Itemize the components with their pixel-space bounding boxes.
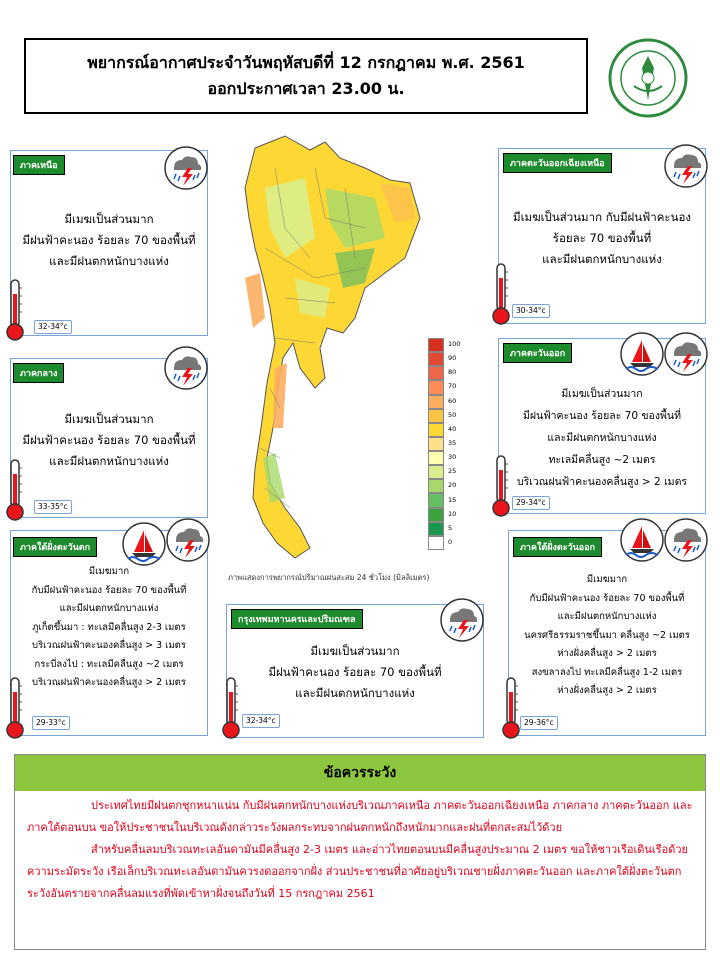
scale-tick-label: 80 [448,368,457,377]
bangkok-forecast-text: มีเมฆเป็นส่วนมาก มีฝนฟ้าคะนอง ร้อยละ 70 ของพื้นที่ และมีฝนตกหนักบางแห่ง [268,644,442,700]
scale-swatch [428,409,444,423]
scale-tick-label: 15 [448,495,457,504]
thunderstorm-icon [440,598,484,642]
scale-swatch [428,465,444,479]
region-label-south-east: ภาคใต้ฝั่งตะวันออก [513,537,602,557]
scale-tick-label: 90 [448,354,457,363]
temp-range-south-east: 29-36°c [520,716,558,730]
south-west-forecast-text: มีเมฆมาก กับมีฝนฟ้าคะนอง ร้อยละ 70 ของพื้นที่ และมีฝนตกหนักบางแห่ง ภูเก็ตขึ้นมา : ทะเลมีคลื่นสูง 2-3 เมตร บริเวณฝนฟ้าคะนองคลื่นสูง > 3 เมตร กระบี่ลงไป : ทะเลมีคลื่นสูง ~2 เมตร บริเวณฝนฟ้าคะนองคลื่นสูง > 2 เมตร [31,566,187,688]
scale-swatch [428,522,444,536]
scale-swatch [428,338,444,352]
scale-swatch [428,380,444,394]
thunderstorm-icon [664,144,708,188]
scale-swatch [428,423,444,437]
map-caption: ภาพแสดงการพยากรณ์ปริมาณฝนสะสม 24 ชั่วโมง (มิลลิเมตร) [228,573,430,582]
central-forecast-text: มีเมฆเป็นส่วนมาก มีฝนฟ้าคะนอง ร้อยละ 70 ของพื้นที่ และมีฝนตกหนักบางแห่ง [22,412,196,468]
thermometer-icon [220,676,242,740]
scale-swatch [428,493,444,507]
forecast-title: พยากรณ์อากาศประจำวันพฤหัสบดีที่ 12 กรกฎาคม พ.ศ. 2561 [87,53,525,72]
region-label-northeast: ภาคตะวันออกเฉียงเหนือ [503,153,612,173]
thunderstorm-icon [664,332,708,376]
scale-tick-label: 20 [448,481,457,490]
scale-tick-label: 100 [448,340,461,349]
region-label-bangkok: กรุงเทพมหานครและปริมณฑล [231,609,363,629]
scale-tick-label: 5 [448,523,453,532]
thermometer-icon [4,676,26,740]
boat-wave-icon [122,522,166,566]
rainfall-color-scale [428,338,444,550]
region-label-south-west: ภาคใต้ฝั่งตะวันตก [13,537,97,557]
thunderstorm-icon [166,518,210,562]
scale-swatch [428,508,444,522]
tmd-logo [608,38,688,118]
warning-body [27,795,693,905]
scale-tick-label: 25 [448,467,457,476]
temp-range-south-west: 29-33°c [32,716,70,730]
temp-range-east: 29-34°c [512,496,550,510]
scale-tick-label: 10 [448,509,457,518]
scale-tick-label: 50 [448,410,457,419]
north-forecast-text: มีเมฆเป็นส่วนมาก มีฝนฟ้าคะนอง ร้อยละ 70 ของพื้นที่ และมีฝนตกหนักบางแห่ง [22,212,196,268]
warning-section [14,754,706,950]
temp-range-north: 32-34°c [34,320,72,334]
scale-tick-label: 30 [448,453,457,462]
scale-tick-label: 40 [448,424,457,433]
region-label-east: ภาคตะวันออก [503,343,572,363]
thermometer-icon [490,262,512,326]
scale-tick-label: 70 [448,382,457,391]
scale-swatch [428,536,444,550]
region-label-north: ภาคเหนือ [13,155,65,175]
thunderstorm-icon [664,518,708,562]
scale-swatch [428,451,444,465]
scale-swatch [428,437,444,451]
south-east-forecast-text: มีเมฆมาก กับมีฝนฟ้าคะนอง ร้อยละ 70 ของพื้นที่ และมีฝนตกหนักบางแห่ง นครศรีธรรมราชขึ้นมา คลื่นสูง ~2 เมตร ห่างฝั่งคลื่นสูง > 2 เมตร สงขลาลงไป ทะเลมีคลื่นสูง 1-2 เมตร ห่างฝั่งคลื่นสูง > 2 เมตร [524,574,690,696]
thermometer-icon [4,278,26,342]
temp-range-bangkok: 32-34°c [242,714,280,728]
thunderstorm-icon [164,146,208,190]
thermometer-icon [490,454,512,518]
thermometer-icon [500,676,522,740]
thailand-rainfall-map [215,128,425,568]
scale-swatch [428,352,444,366]
warning-title: ข้อควรระวัง [15,755,705,791]
warning-paragraph-waves: สำหรับคลื่นลมบริเวณทะเลอันดามันมีคลื่นสูง 2-3 เมตร และอ่าวไทยตอนบนมีคลื่นสูงประมาณ 2 เมตร ขอให้ชาวเรือเดินเรือด้วยความระมัดระวัง เรือเล็กบริเวณทะเลอันดามันควรงดออกจากฝั่ง ส่วนประชาชนที่อาศัยอยู่บริเวณชายฝั่งภาคตะวันออก และภาคใต้ฝั่งตะวันตก ระวังอันตรายจากคลื่นลมแรงที่พัดเข้าหาฝั่งจนถึงวันที่ 15 กรกฎาคม 2561 [27,843,688,900]
warning-paragraph-rain: ประเทศไทยมีฝนตกชุกหนาแน่น กับมีฝนตกหนักบางแห่งบริเวณภาคเหนือ ภาคตะวันออกเฉียงเหนือ ภาคกลาง ภาคตะวันออก และภาคใต้ตอนบน ขอให้ประชาชนในบริเวณดังกล่าวระวังผลกระทบจากฝนตกหนักถึงหนักมากและฝนที่ตกสะสมไว้ด้วย [27,799,693,834]
thermometer-icon [4,458,26,522]
temp-range-northeast: 30-34°c [512,304,550,318]
scale-swatch [428,479,444,493]
northeast-forecast-text: มีเมฆเป็นส่วนมาก กับมีฝนฟ้าคะนอง ร้อยละ 70 ของพื้นที่ และมีฝนตกหนักบางแห่ง [512,210,691,266]
scale-tick-label: 0 [448,537,453,546]
issue-time: ออกประกาศเวลา 23.00 น. [207,79,405,98]
thunderstorm-icon [164,346,208,390]
scale-swatch [428,366,444,380]
east-forecast-text: มีเมฆเป็นส่วนมาก มีฝนฟ้าคะนอง ร้อยละ 70 ของพื้นที่ และมีฝนตกหนักบางแห่ง ทะเลมีคลื่นสูง ~2 เมตร บริเวณฝนฟ้าคะนองคลื่นสูง > 2 เมตร [516,388,688,488]
boat-wave-icon [620,332,664,376]
scale-tick-label: 60 [448,396,457,405]
region-label-central: ภาคกลาง [13,363,64,383]
boat-wave-icon [620,518,664,562]
scale-tick-label: 35 [448,439,457,447]
scale-swatch [428,395,444,409]
forecast-title-box [24,38,588,114]
temp-range-central: 33-35°c [34,500,72,514]
